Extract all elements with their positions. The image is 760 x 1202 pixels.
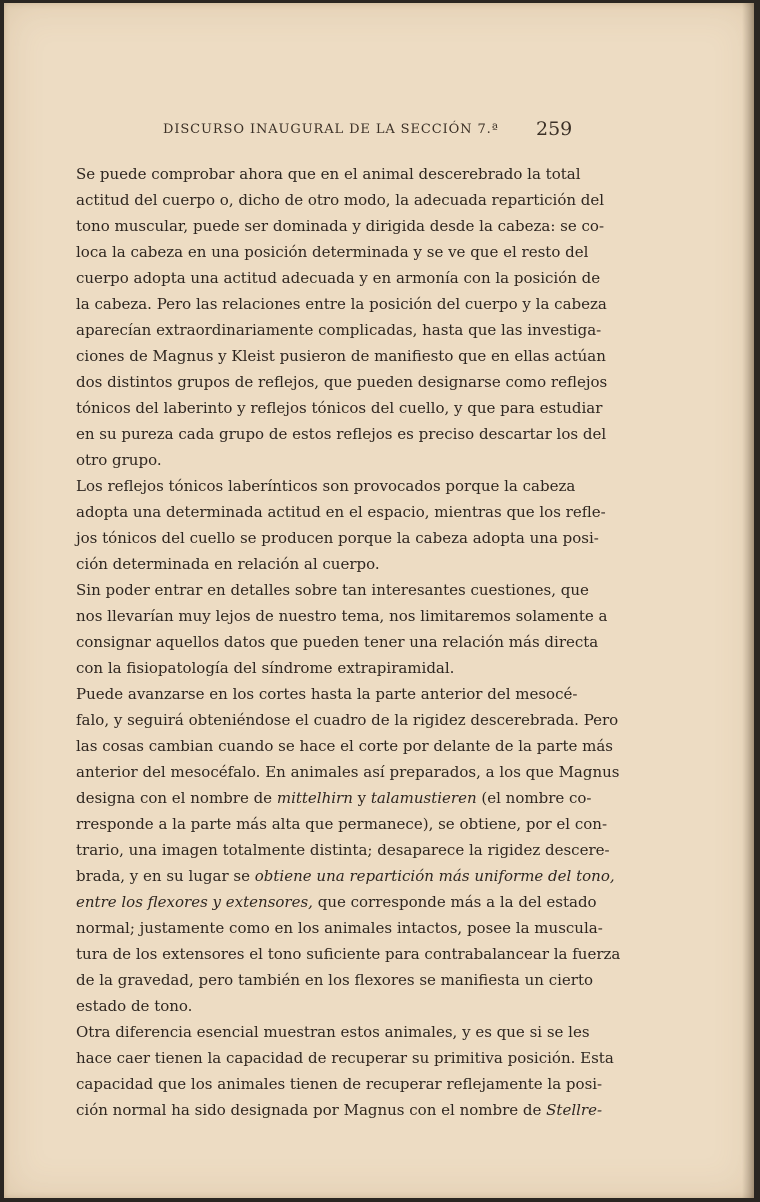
text-line: estado de tono. — [76, 997, 193, 1015]
text-line: falo, y seguirá obteniéndose el cuadro de la rigidez descerebrada. Pero — [76, 711, 619, 729]
text-line: ciones de Magnus y Kleist pusieron de manifiesto que en ellas actúan — [76, 347, 606, 365]
text-line: cuerpo adopta una actitud adecuada y en armonía con la posición de — [76, 269, 601, 287]
text-line: jos tónicos del cuello se producen porque la cabeza adopta una posi- — [76, 529, 599, 547]
text-line: ción normal ha sido designada por Magnus con el nombre de Stellre- — [76, 1101, 603, 1119]
text-line: Puede avanzarse en los cortes hasta la parte anterior del mesocé- — [76, 685, 578, 703]
text-line: en su pureza cada grupo de estos reflejos es preciso descartar los del — [76, 425, 607, 443]
running-head-title: DISCURSO INAUGURAL DE LA SECCIÓN 7.ª — [163, 122, 499, 137]
running-head — [4, 116, 754, 146]
text-line: entre los flexores y extensores, que corresponde más a la del estado — [76, 893, 597, 911]
text-line: tónicos del laberinto y reflejos tónicos del cuello, y que para estudiar — [76, 399, 603, 417]
text-line: designa con el nombre de mittelhirn y talamustieren (el nombre co- — [76, 789, 592, 807]
text-line: dos distintos grupos de reflejos, que pueden designarse como reflejos — [76, 373, 608, 391]
text-line: hace caer tienen la capacidad de recuperar su primitiva posición. Esta — [76, 1049, 614, 1067]
text-line: adopta una determinada actitud en el espacio, mientras que los refle- — [76, 503, 606, 521]
text-line: brada, y en su lugar se obtiene una repartición más uniforme del tono, — [76, 867, 615, 885]
text-line: Sin poder entrar en detalles sobre tan interesantes cuestiones, que — [76, 581, 589, 599]
text-line: aparecían extraordinariamente complicadas, hasta que las investiga- — [76, 321, 602, 339]
text-line: anterior del mesocéfalo. En animales así preparados, a los que Magnus — [76, 763, 620, 781]
paragraph — [76, 473, 606, 577]
text-line: capacidad que los animales tienen de recuperar reflejamente la posi- — [76, 1075, 603, 1093]
text-line: rresponde a la parte más alta que permanece), se obtiene, por el con- — [76, 815, 608, 833]
text-line: ción determinada en relación al cuerpo. — [76, 555, 380, 573]
text-line: Los reflejos tónicos laberínticos son provocados porque la cabeza — [76, 477, 576, 495]
paragraph — [76, 161, 608, 473]
paragraph — [76, 577, 608, 681]
text-line: tura de los extensores el tono suficiente para contrabalancear la fuerza — [76, 945, 621, 963]
text-line: de la gravedad, pero también en los flexores se manifiesta un cierto — [76, 971, 594, 989]
text-line: Se puede comprobar ahora que en el animal descerebrado la total — [76, 165, 581, 183]
text-line: Otra diferencia esencial muestran estos animales, y es que si se les — [76, 1023, 590, 1041]
text-line: actitud del cuerpo o, dicho de otro modo, la adecuada repartición del — [76, 191, 605, 209]
text-line: las cosas cambian cuando se hace el corte por delante de la parte más — [76, 737, 613, 755]
text-line: trario, una imagen totalmente distinta; desaparece la rigidez descere- — [76, 841, 610, 859]
text-line: tono muscular, puede ser dominada y dirigida desde la cabeza: se co- — [76, 217, 605, 235]
text-line: loca la cabeza en una posición determinada y se ve que el resto del — [76, 243, 589, 261]
text-line: nos llevarían muy lejos de nuestro tema, nos limitaremos solamente a — [76, 607, 608, 625]
text-line: normal; justamente como en los animales intactos, posee la muscula- — [76, 919, 603, 937]
page-number: 259 — [536, 118, 573, 140]
paragraph — [76, 1019, 614, 1123]
book-page — [4, 3, 754, 1198]
text-line: la cabeza. Pero las relaciones entre la posición del cuerpo y la cabeza — [76, 295, 607, 313]
text-line: con la fisiopatología del síndrome extrapiramidal. — [76, 659, 455, 677]
body-text — [76, 161, 621, 1123]
text-line: otro grupo. — [76, 451, 162, 469]
text-line: consignar aquellos datos que pueden tener una relación más directa — [76, 633, 599, 651]
paragraph — [76, 681, 621, 1019]
